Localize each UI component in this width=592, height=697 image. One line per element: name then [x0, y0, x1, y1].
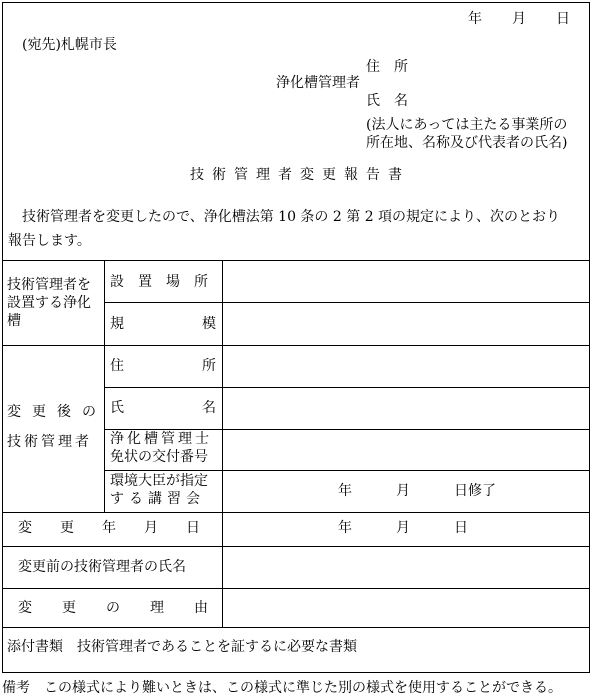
name-label: 氏 名 [366, 93, 408, 109]
scale-char-1: 規 [110, 316, 124, 332]
row-divider [104, 429, 590, 430]
row-divider [104, 387, 590, 388]
corp-note-line-2: 所在地、名称及び代表者の氏名) [366, 135, 568, 151]
course-month: 月 [396, 483, 410, 499]
course-line-1: 環境大臣が指定 [110, 473, 208, 489]
date-day: 日 [556, 11, 570, 27]
reason-label: 変更の理由 [18, 600, 238, 616]
row-divider [2, 627, 590, 628]
corp-note-line-1: (法人にあっては主たる事業所の [366, 117, 568, 133]
row-divider [2, 546, 590, 547]
license-line-2: 免状の交付番号 [110, 449, 208, 465]
name-char-2: 名 [202, 400, 216, 416]
group1-label-line-2: 設置する浄化 [7, 295, 91, 311]
course-year: 年 [338, 483, 352, 499]
install-place-label [110, 274, 222, 290]
page-title: 技術管理者変更報告書 [190, 167, 410, 183]
course-line-2: する講習会 [110, 491, 205, 507]
group1-label-line-1: 技術管理者を [7, 277, 91, 293]
footnote: 備考 この様式により難いときは、この様式に準じた別の様式を使用することができる。 [2, 680, 562, 696]
change-month: 月 [396, 520, 410, 536]
date-month: 月 [512, 11, 526, 27]
address-char-1: 住 [110, 358, 124, 374]
attachment-note: 添付書類 技術管理者であることを証するに必要な書類 [7, 639, 357, 655]
addressee: (宛先)札幌市長 [22, 37, 117, 53]
prev-manager-label: 変更前の技術管理者の氏名 [18, 559, 186, 575]
group2-label-line-1: 変更後の [7, 404, 107, 420]
row-divider [104, 470, 590, 471]
license-line-1: 浄化槽管理士 [110, 431, 212, 447]
date-year: 年 [468, 11, 482, 27]
column-divider [104, 260, 105, 512]
scale-char-2: 模 [202, 316, 216, 332]
change-year: 年 [338, 520, 352, 536]
manager-label: 浄化槽管理者 [276, 75, 360, 91]
body-text-line-2: 報告します。 [8, 233, 91, 249]
group2-label-line-2: 技術管理者 [7, 434, 92, 450]
row-divider [104, 302, 590, 303]
row-divider [2, 588, 590, 589]
address-label: 住 所 [366, 59, 408, 75]
row-divider [2, 345, 590, 346]
change-date-label: 変更年月日 [18, 520, 228, 536]
name-char-1: 氏 [110, 400, 124, 416]
address-char-2: 所 [202, 358, 216, 374]
body-text-line-1: 技術管理者を変更したので、浄化槽法第 10 条の 2 第 2 項の規定により、次のとおり [22, 209, 561, 225]
change-day: 日 [454, 520, 468, 536]
group1-label-line-3: 槽 [7, 313, 21, 329]
course-day: 日修了 [454, 483, 496, 499]
row-divider [2, 512, 590, 513]
table-top-border [2, 260, 590, 261]
install-place-text: 設置場所 [110, 274, 222, 290]
column-divider [222, 260, 223, 627]
